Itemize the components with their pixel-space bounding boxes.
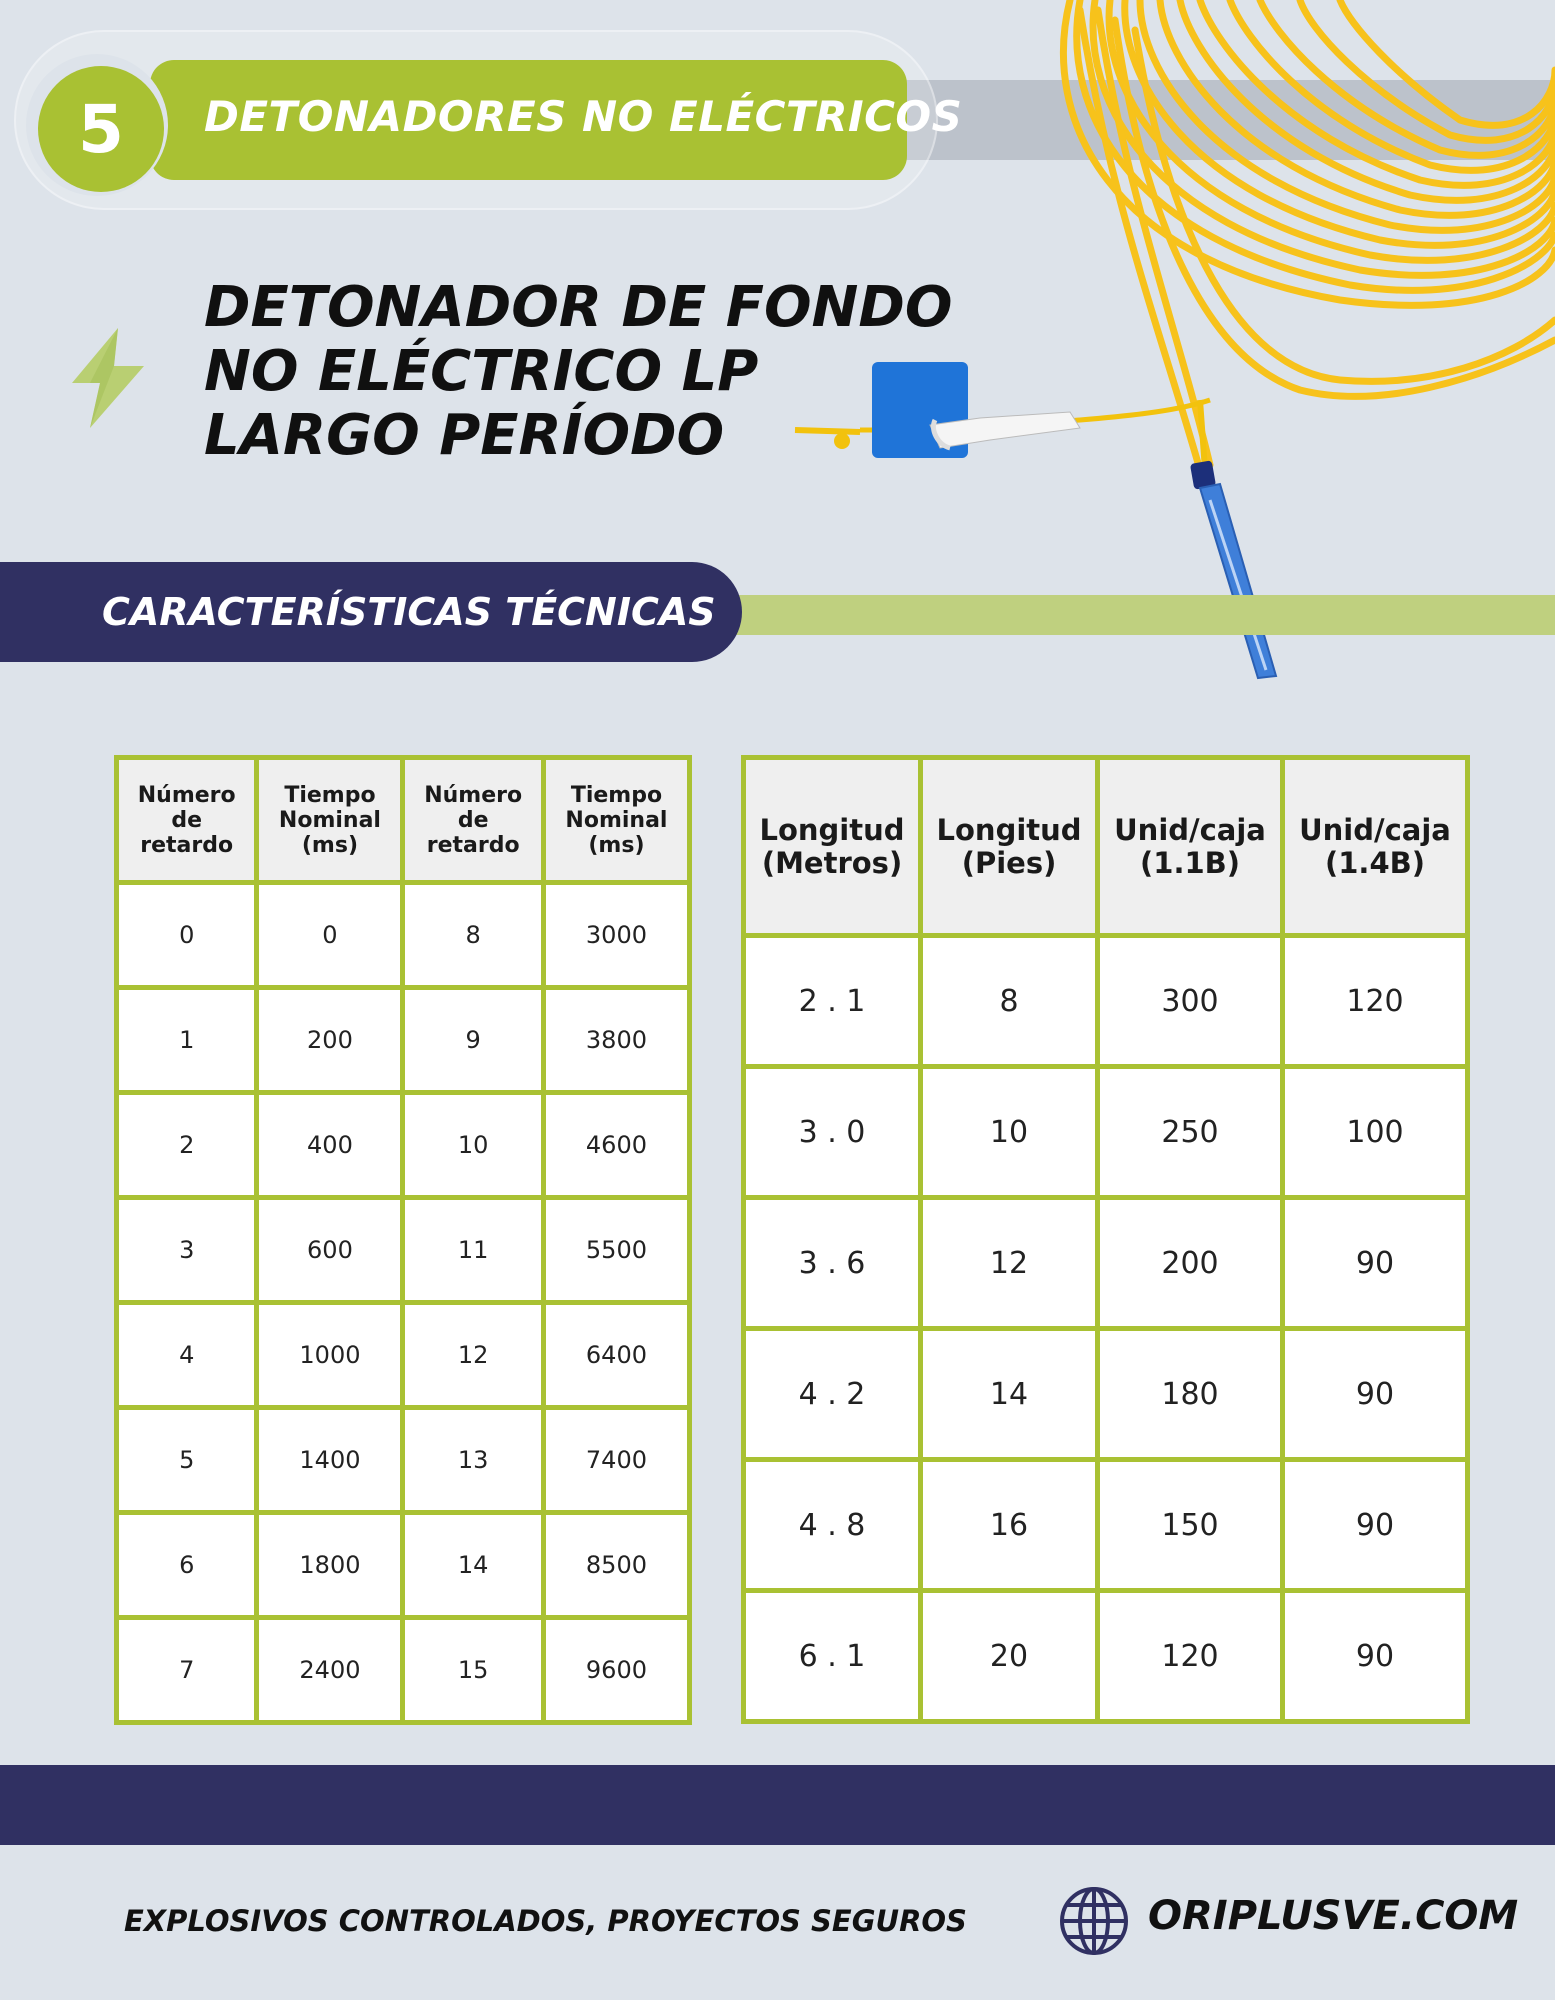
product-title-line-2: NO ELÉCTRICO LP	[204, 339, 759, 404]
table-cell: 3 . 0	[744, 1067, 921, 1198]
table-row	[744, 1198, 1468, 1329]
header-line: Nominal	[278, 807, 381, 833]
header-line: (1.1B)	[1140, 845, 1241, 880]
table-cell: 1	[117, 988, 257, 1093]
table-cell: 150	[1098, 1460, 1283, 1591]
table-row	[744, 1329, 1468, 1460]
header-line: (ms)	[301, 832, 359, 858]
table-cell: 1000	[257, 1303, 403, 1408]
table-row	[744, 1460, 1468, 1591]
table-cell: 2400	[257, 1618, 403, 1723]
header-line: Tiempo	[570, 782, 663, 808]
table-cell: 7400	[543, 1408, 689, 1513]
table-cell: 300	[1098, 936, 1283, 1067]
table-cell: 4 . 8	[744, 1460, 921, 1591]
section-accent-bar	[700, 595, 1555, 635]
table-cell: 100	[1283, 1067, 1468, 1198]
table-row	[117, 1513, 690, 1618]
table-cell: 6400	[543, 1303, 689, 1408]
length-table	[741, 755, 1470, 1724]
table-cell: 8500	[543, 1513, 689, 1618]
table-cell: 0	[257, 883, 403, 988]
product-title-line-3: LARGO PERÍODO	[204, 403, 725, 468]
section-title: CARACTERÍSTICAS TÉCNICAS	[102, 590, 716, 634]
table-cell: 15	[403, 1618, 543, 1723]
section-number-badge	[38, 66, 164, 192]
table-cell: 10	[403, 1093, 543, 1198]
table-cell: 12	[403, 1303, 543, 1408]
header-delay-number-1	[117, 758, 257, 883]
header-line: Nominal	[565, 807, 668, 833]
delay-table	[114, 755, 692, 1725]
table-cell: 9600	[543, 1618, 689, 1723]
header-line: Unid/caja	[1299, 812, 1451, 847]
table-row	[744, 1067, 1468, 1198]
table-cell: 120	[1283, 936, 1468, 1067]
header-line: de	[171, 807, 203, 833]
table-cell: 0	[117, 883, 257, 988]
table-cell: 120	[1098, 1591, 1283, 1722]
table-cell: 90	[1283, 1591, 1468, 1722]
table-cell: 600	[257, 1198, 403, 1303]
table-cell: 14	[921, 1329, 1098, 1460]
table-cell: 2	[117, 1093, 257, 1198]
table-cell: 90	[1283, 1329, 1468, 1460]
table-row	[117, 1618, 690, 1723]
table-cell: 2 . 1	[744, 936, 921, 1067]
product-title-line-1: DETONADOR DE FONDO	[204, 275, 953, 340]
table-row	[117, 1303, 690, 1408]
header-nominal-time-2	[543, 758, 689, 883]
header-line: Unid/caja	[1114, 812, 1266, 847]
table-cell: 7	[117, 1618, 257, 1723]
table-cell: 200	[1098, 1198, 1283, 1329]
header-line: Número	[424, 782, 523, 808]
table-cell: 16	[921, 1460, 1098, 1591]
header-units-box-1-1b	[1098, 758, 1283, 936]
table-cell: 6	[117, 1513, 257, 1618]
table-cell: 4	[117, 1303, 257, 1408]
product-title	[204, 275, 953, 468]
header-length-feet	[921, 758, 1098, 936]
header-line: retardo	[140, 832, 234, 858]
table-cell: 90	[1283, 1198, 1468, 1329]
length-table-header-row	[744, 758, 1468, 936]
table-cell: 3800	[543, 988, 689, 1093]
table-cell: 1400	[257, 1408, 403, 1513]
header-line: retardo	[426, 832, 520, 858]
table-cell: 1800	[257, 1513, 403, 1618]
table-cell: 400	[257, 1093, 403, 1198]
table-row	[117, 1198, 690, 1303]
header-nominal-time-1	[257, 758, 403, 883]
header-line: Tiempo	[284, 782, 376, 808]
table-cell: 20	[921, 1591, 1098, 1722]
table-cell: 9	[403, 988, 543, 1093]
table-row	[117, 1408, 690, 1513]
table-cell: 4600	[543, 1093, 689, 1198]
lightning-bolt-icon	[72, 328, 144, 428]
table-cell: 8	[921, 936, 1098, 1067]
table-cell: 3	[117, 1198, 257, 1303]
table-cell: 14	[403, 1513, 543, 1618]
footer-website-link[interactable]: ORIPLUSVE.COM	[1148, 1893, 1519, 1939]
header-units-box-1-4b	[1283, 758, 1468, 936]
table-cell: 3 . 6	[744, 1198, 921, 1329]
header-line: (1.4B)	[1325, 845, 1425, 880]
table-cell: 13	[403, 1408, 543, 1513]
table-row	[117, 883, 690, 988]
header-line: Longitud	[759, 812, 905, 847]
footer-slogan: EXPLOSIVOS CONTROLADOS, PROYECTOS SEGUROS	[124, 1904, 967, 1938]
header-title: DETONADORES NO ELÉCTRICOS	[204, 92, 963, 141]
table-cell: 180	[1098, 1329, 1283, 1460]
table-row	[117, 988, 690, 1093]
header-line: (Pies)	[961, 845, 1057, 880]
table-cell: 200	[257, 988, 403, 1093]
header-line: Número	[137, 782, 236, 808]
table-cell: 10	[921, 1067, 1098, 1198]
table-row	[117, 1093, 690, 1198]
delay-table-header-row	[117, 758, 690, 883]
section-number: 5	[78, 90, 124, 168]
table-row	[744, 936, 1468, 1067]
table-cell: 11	[403, 1198, 543, 1303]
table-cell: 250	[1098, 1067, 1283, 1198]
globe-icon	[1058, 1885, 1130, 1957]
table-cell: 12	[921, 1198, 1098, 1329]
header-delay-number-2	[403, 758, 543, 883]
table-cell: 4 . 2	[744, 1329, 921, 1460]
header-line: de	[457, 807, 489, 833]
header-line: Longitud	[936, 812, 1082, 847]
footer-bar	[0, 1765, 1555, 1845]
header-line: (Metros)	[761, 845, 903, 880]
table-cell: 6 . 1	[744, 1591, 921, 1722]
table-cell: 5500	[543, 1198, 689, 1303]
table-cell: 3000	[543, 883, 689, 988]
header-line: (ms)	[588, 832, 645, 858]
table-row	[744, 1591, 1468, 1722]
header-length-meters	[744, 758, 921, 936]
table-cell: 8	[403, 883, 543, 988]
table-cell: 90	[1283, 1460, 1468, 1591]
table-cell: 5	[117, 1408, 257, 1513]
